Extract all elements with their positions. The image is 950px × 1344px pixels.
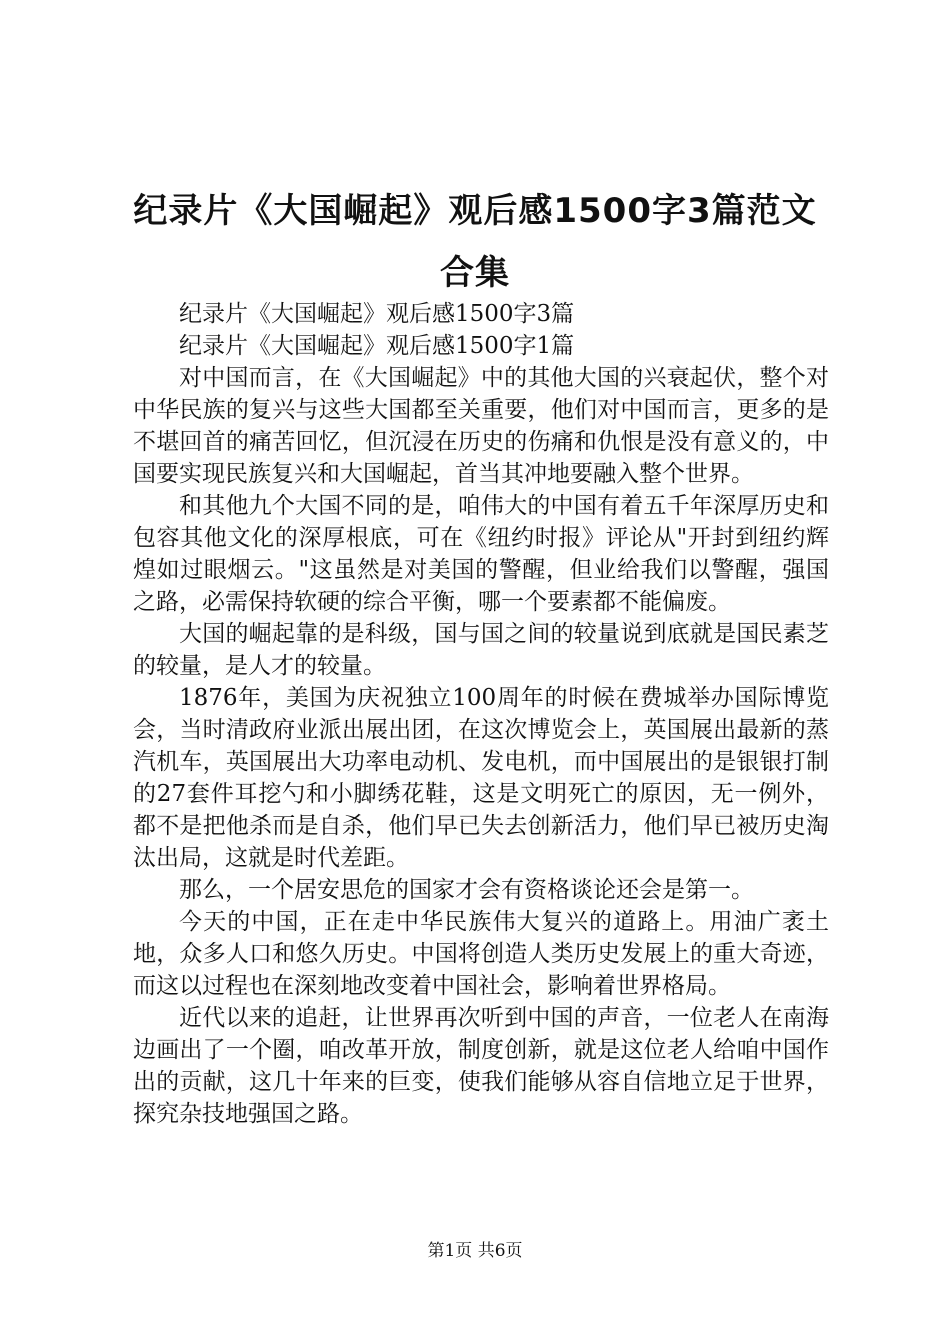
paragraph: 1876年，美国为庆祝独立100周年的时候在费城举办国际博览会，当时清政府业派出展出团，在这次博览会上，英国展出最新的蒸汽机车，英国展出大功率电动机、发电机，而中国展出的是银银打制的27套件耳挖勺和小脚绣花鞋，这是文明死亡的原因，无一例外，都不是把他杀而是自杀，他们早已失去创新活力，他们早已被历史淘汰出局，这就是时代差距。: [133, 685, 829, 871]
paragraph-subtitle-collection: 纪录片《大国崛起》观后感1500字3篇: [179, 301, 575, 327]
document-title: 纪录片《大国崛起》观后感1500字3篇范文合集: [133, 191, 817, 293]
paragraph: 近代以来的追赶，让世界再次听到中国的声音，一位老人在南海边画出了一个圈，咱改革开放，制度创新，就是这位老人给咱中国作出的贡献，这几十年来的巨变，使我们能够从容自信地立足于世界，探究杂技地强国之路。: [133, 1005, 829, 1127]
document-body: [133, 298, 829, 1130]
paragraph: 对中国而言，在《大国崛起》中的其他大国的兴衰起伏，整个对中华民族的复兴与这些大国都至关重要，他们对中国而言，更多的是不堪回首的痛苦回忆，但沉浸在历史的伤痛和仇恨是没有意义的，中国要实现民族复兴和大国崛起，首当其冲地要融入整个世界。: [133, 365, 829, 487]
paragraph: 那么，一个居安思危的国家才会有资格谈论还会是第一。: [179, 877, 754, 903]
paragraph: 大国的崛起靠的是科级，国与国之间的较量说到底就是国民素芝的较量，是人才的较量。: [133, 621, 829, 679]
paragraph: 今天的中国，正在走中华民族伟大复兴的道路上。用油广袤土地，众多人口和悠久历史。中国将创造人类历史发展上的重大奇迹，而这以过程也在深刻地改变着中国社会，影响着世界格局。: [133, 909, 829, 999]
page-number-footer: 第1页 共6页: [427, 1241, 523, 1261]
paragraph-subtitle-first: 纪录片《大国崛起》观后感1500字1篇: [179, 333, 575, 359]
paragraph: 和其他九个大国不同的是，咱伟大的中国有着五千年深厚历史和包容其他文化的深厚根底，可在《纽约时报》评论从"开封到纽约辉煌如过眼烟云。"这虽然是对美国的警醒，但业给我们以警醒，强国之路，必需保持软硬的综合平衡，哪一个要素都不能偏废。: [133, 493, 829, 615]
